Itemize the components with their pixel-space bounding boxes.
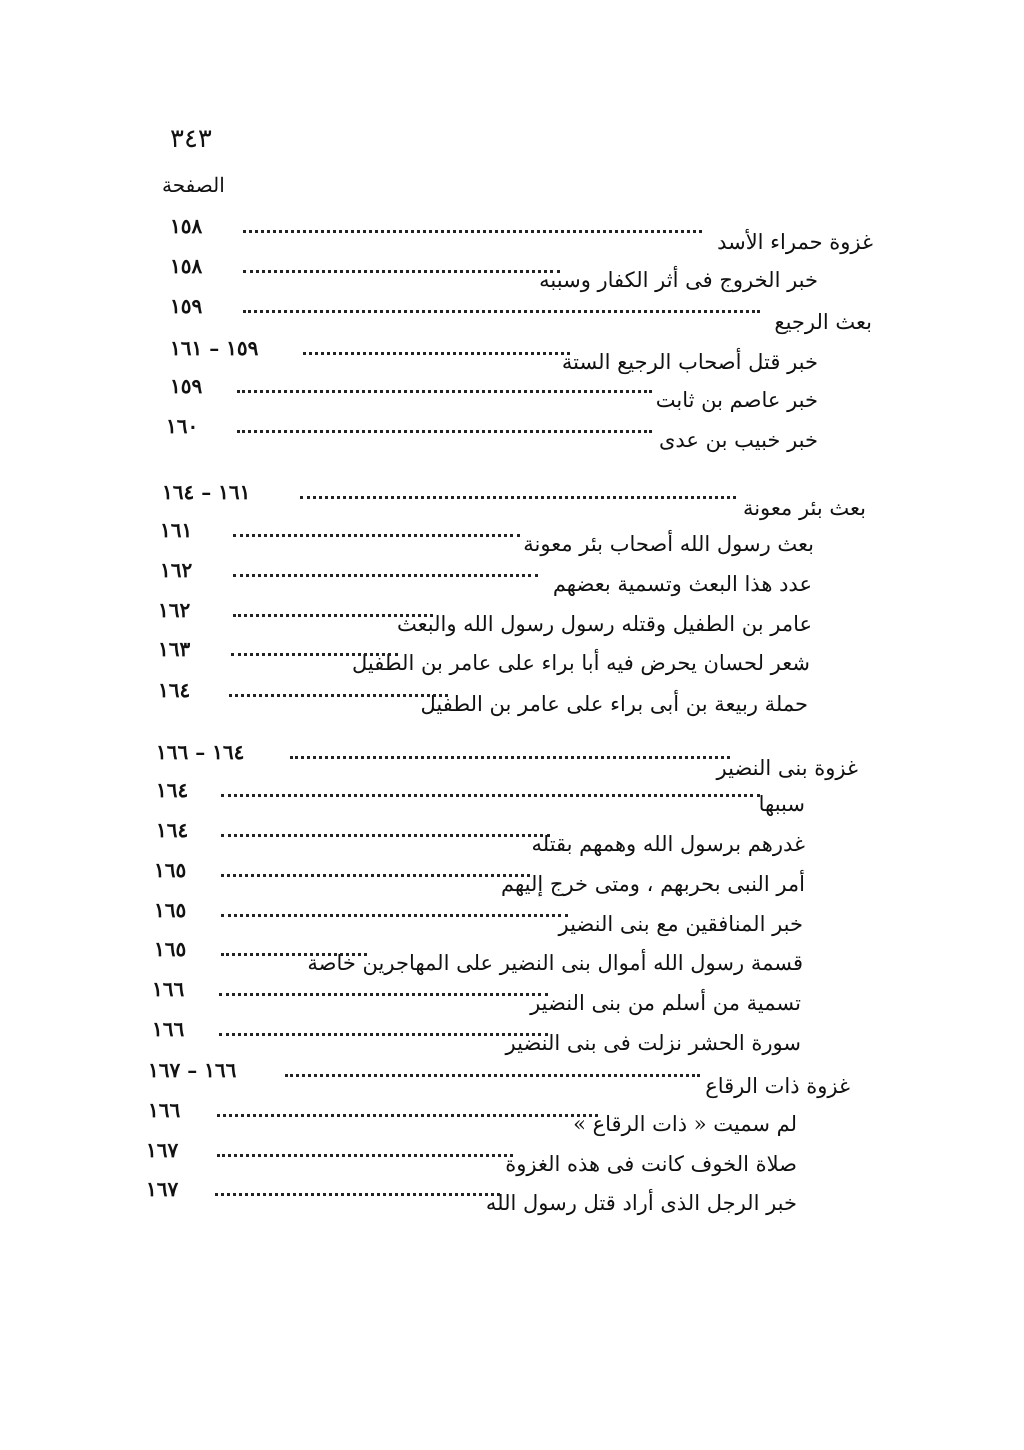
toc-page-ref: ١٦٠ bbox=[166, 414, 199, 438]
toc-entry-title: غزوة حمراء الأسد bbox=[717, 230, 873, 254]
toc-leader-dots bbox=[303, 348, 570, 355]
toc-page-ref: ١٦١ bbox=[160, 518, 193, 542]
toc-leader-dots bbox=[243, 266, 560, 273]
toc-leader-dots bbox=[221, 910, 568, 917]
toc-page-ref: ١٥٨ bbox=[170, 214, 203, 238]
toc-main-entry bbox=[0, 294, 872, 340]
toc-entry-title: خبر المنافقين مع بنى النضير bbox=[558, 912, 803, 936]
toc-entry-title: قسمة رسول الله أموال بنى النضير على المهاجرين خاصة bbox=[307, 951, 803, 975]
toc-leader-dots bbox=[219, 1029, 548, 1036]
toc-page-ref: ١٦٦ bbox=[152, 1017, 185, 1041]
toc-entry-title: سورة الحشر نزلت فى بنى النضير bbox=[505, 1031, 801, 1055]
toc-sub-entry bbox=[0, 1017, 801, 1063]
toc-page-ref: ١٦٥ bbox=[154, 937, 187, 961]
toc-leader-dots bbox=[233, 530, 520, 537]
toc-leader-dots bbox=[290, 752, 730, 759]
toc-entry-title: عدد هذا البعث وتسمية بعضهم bbox=[552, 572, 812, 596]
toc-page-ref: ١٦٧ bbox=[146, 1138, 179, 1162]
toc-entry-title: خبر الرجل الذى أراد قتل رسول الله bbox=[485, 1191, 797, 1215]
toc-entry-title: صلاة الخوف كانت فى هذه الغزوة bbox=[505, 1152, 797, 1176]
toc-page-ref: ١٦٧ bbox=[146, 1177, 179, 1201]
toc-entry-title: خبر خبيب بن عدى bbox=[658, 428, 818, 452]
toc-entry-title: لم سميت « ذات الرقاع » bbox=[573, 1112, 797, 1136]
toc-page-ref: ١٥٩ – ١٦١ bbox=[170, 336, 259, 360]
toc-entry-title: حملة ربيعة بن أبى براء على عامر بن الطفيل bbox=[420, 692, 808, 716]
toc-leader-dots bbox=[233, 570, 538, 577]
toc-entry-title: خبر قتل أصحاب الرجيع الستة bbox=[561, 350, 818, 374]
toc-entry-title: بعث الرجيع bbox=[774, 310, 872, 334]
toc-leader-dots bbox=[231, 649, 398, 656]
toc-leader-dots bbox=[221, 949, 367, 956]
toc-page-ref: ١٥٨ bbox=[170, 254, 203, 278]
toc-page-ref: ١٦٥ bbox=[154, 858, 187, 882]
toc-leader-dots bbox=[221, 830, 550, 837]
toc-leader-dots bbox=[217, 1150, 513, 1157]
toc-leader-dots bbox=[237, 386, 652, 393]
toc-page-ref: ١٦٤ bbox=[156, 818, 189, 842]
toc-page-ref: ١٥٩ bbox=[170, 374, 203, 398]
toc-entry-title: غزوة ذات الرقاع bbox=[705, 1074, 850, 1098]
toc-page-ref: ١٦٢ bbox=[158, 598, 191, 622]
toc-leader-dots bbox=[243, 306, 760, 313]
toc-page-ref: ١٥٩ bbox=[170, 294, 203, 318]
toc-leader-dots bbox=[233, 610, 433, 617]
toc-entry-title: أمر النبى بحربهم ، ومتى خرج إليهم bbox=[501, 872, 805, 896]
toc-leader-dots bbox=[215, 1189, 500, 1196]
toc-entry-title: بعث رسول الله أصحاب بئر معونة bbox=[523, 532, 814, 556]
page-number: ٣٤٣ bbox=[170, 124, 212, 154]
toc-sub-entry bbox=[0, 678, 808, 724]
toc-leader-dots bbox=[300, 492, 736, 499]
toc-page-ref: ١٦٥ bbox=[154, 898, 187, 922]
toc-entry-title: عامر بن الطفيل وقتله رسول رسول الله والبعث bbox=[397, 612, 812, 636]
toc-leader-dots bbox=[221, 790, 760, 797]
toc-leader-dots bbox=[219, 989, 548, 996]
toc-entry-title: غدرهم برسول الله وهمهم بقتله bbox=[531, 832, 805, 856]
toc-leader-dots bbox=[237, 426, 652, 433]
toc-page-ref: ١٦٦ bbox=[152, 977, 185, 1001]
toc-page-ref: ١٦٤ bbox=[156, 778, 189, 802]
toc-entry-title: سببها bbox=[758, 792, 805, 816]
toc-leader-dots bbox=[229, 690, 448, 697]
toc-entry-title: بعث بئر معونة bbox=[742, 496, 866, 520]
toc-sub-entry bbox=[0, 1177, 797, 1223]
toc-sub-entry bbox=[0, 637, 810, 683]
toc-entry-title: شعر لحسان يحرض فيه أبا براء على عامر بن الطفيل bbox=[351, 651, 810, 675]
toc-page-ref: ١٦٦ bbox=[148, 1098, 181, 1122]
toc-leader-dots bbox=[243, 226, 702, 233]
toc-leader-dots bbox=[217, 1110, 598, 1117]
toc-page-ref: ١٦٤ – ١٦٦ bbox=[156, 740, 245, 764]
toc-page-ref: ١٦٢ bbox=[160, 558, 193, 582]
toc-leader-dots bbox=[221, 870, 530, 877]
toc-entry-title: خبر عاصم بن ثابت bbox=[655, 388, 818, 412]
toc-entry-title: خبر الخروج فى أثر الكفار وسببه bbox=[539, 268, 818, 292]
toc-entry-title: غزوة بنى النضير bbox=[716, 756, 858, 780]
toc-page-ref: ١٦٣ bbox=[158, 637, 191, 661]
toc-page-ref: ١٦١ – ١٦٤ bbox=[162, 480, 251, 504]
toc-leader-dots bbox=[285, 1070, 700, 1077]
page-column-header: الصفحة bbox=[162, 173, 225, 197]
toc-page-ref: ١٦٦ – ١٦٧ bbox=[148, 1058, 237, 1082]
toc-entry-title: تسمية من أسلم من بنى النضير bbox=[530, 991, 801, 1015]
toc-page-ref: ١٦٤ bbox=[158, 678, 191, 702]
toc-sub-entry bbox=[0, 414, 818, 460]
